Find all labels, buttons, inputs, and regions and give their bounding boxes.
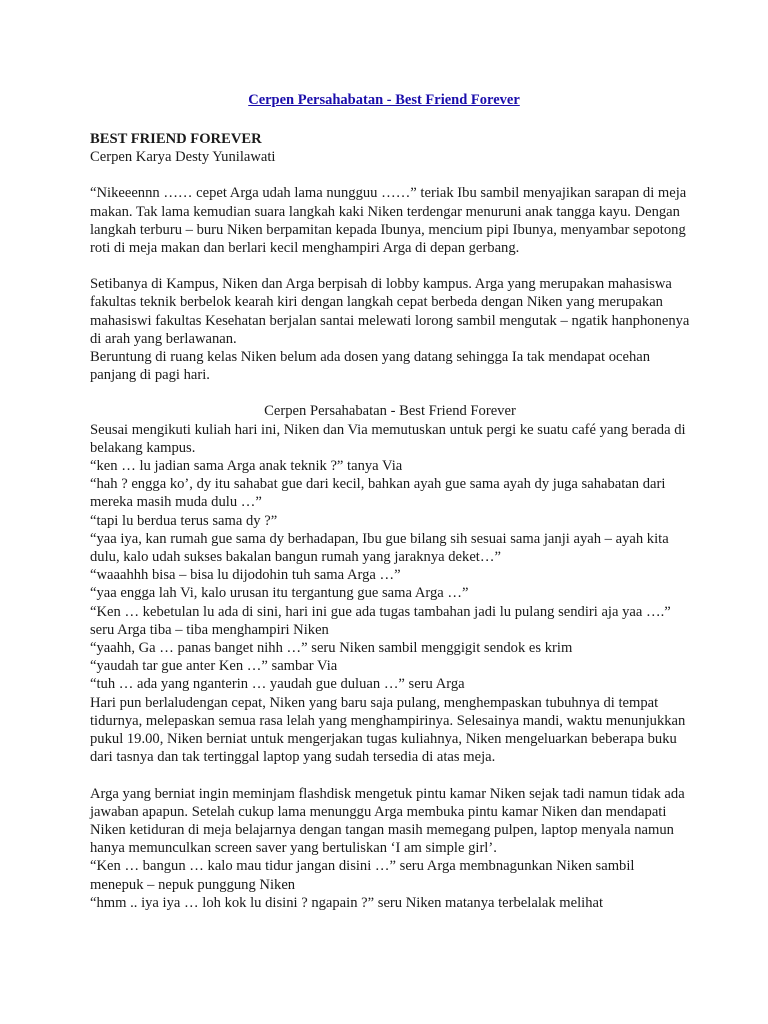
article-title-link[interactable]: Cerpen Persahabatan - Best Friend Forever [248,92,520,108]
dialogue-line: “hah ? engga ko’, dy itu sahabat gue dari kecil, bahkan ayah gue sama ayah dy juga sahabatan dari mereka masih muda dulu …” [90,476,666,511]
dialogue-line: “Ken … bangun … kalo mau tidur jangan disini …” seru Arga membnagunkan Niken sambil menepuk – nepuk punggung Niken [90,858,635,893]
dialogue-line: “tapi lu berdua terus sama dy ?” [90,512,278,529]
dialogue-line: “hmm .. iya iya … loh kok lu disini ? ngapain ?” seru Niken matanya terbelalak melihat [90,894,604,911]
paragraph: Beruntung di ruang kelas Niken belum ada dosen yang datang sehingga Ia tak mendapat ocehan panjang di pagi hari. [90,349,651,384]
dialogue-line: “yaa engga lah Vi, kalo urusan itu tergantung gue sama Arga …” [90,585,469,602]
paragraph: Hari pun berlaludengan cepat, Niken yang baru saja pulang, menghempaskan tubuhnya di tempat tidurnya, melepaskan semua rasa lelah yang menghampirinya. Selesainya mandi, waktu menunjukkan pukul 19.00, Niken berniat untuk mengerjakan tugas kuliahnya, Niken mengeluarkan beberapa buku dari tasnya dan tak tertinggal laptop yang sudah tersedia di atas meja. [90,694,686,766]
paragraph: Setibanya di Kampus, Niken dan Arga berpisah di lobby kampus. Arga yang merupakan mahasiswa fakultas teknik berbelok kearah kiri dengan langkah cepat berbeda dengan Niken yang merupakan mahasiswi fakultas Kesehatan berjalan santai melewati lorong sambil mengutak – ngatik hanphonenya di arah yang berlawanan. [90,276,690,347]
dialogue-line: “tuh … ada yang nganterin … yaudah gue duluan …” seru Arga [90,676,465,693]
dialogue-line: “Ken … kebetulan lu ada di sini, hari ini gue ada tugas tambahan jadi lu pulang sendiri aja yaa ….” seru Arga tiba – tiba menghampiri Niken [90,603,671,638]
section-heading: Cerpen Persahabatan - Best Friend Forever [264,403,516,420]
paragraph: “Nikeeennn …… cepet Arga udah lama nungguu ……” teriak Ibu sambil menyajikan sarapan di meja makan. Tak lama kemudian suara langkah kaki Niken terdengar menuruni anak tangga kayu. Dengan langkah terburu – buru Niken berpamitan kepada Ibunya, mencium pipi Ibunya, menyambar sepotong roti di meja makan dan berlari kecil menghampiri Arga di depan gerbang. [90,185,687,257]
story-title: BEST FRIEND FOREVER [90,131,262,147]
dialogue-line: “yaahh, Ga … panas banget nihh …” seru Niken sambil menggigit sendok es krim [90,640,573,657]
paragraph: Arga yang berniat ingin meminjam flashdisk mengetuk pintu kamar Niken sejak tadi namun tidak ada jawaban apapun. Setelah cukup lama menunggu Arga membuka pintu kamar Niken dan mendapati Niken ketiduran di meja belajarnya dengan tangan masih memegang pulpen, laptop menyala namun hanya memunculkan screen saver yang bertuliskan ‘I am simple girl’. [90,785,685,857]
story-body [90,130,690,912]
dialogue-line: “yaudah tar gue anter Ken …” sambar Via [90,658,338,675]
dialogue-line: “yaa iya, kan rumah gue sama dy berhadapan, Ibu gue bilang sih sesuai sama janji ayah – ayah kita dulu, kalo udah sukses bakalan bangun rumah yang jaraknya deket…” [90,530,669,566]
story-author: Cerpen Karya Desty Yunilawati [90,149,276,166]
dialogue-line: “ken … lu jadian sama Arga anak teknik ?” tanya Via [90,458,403,475]
paragraph: Seusai mengikuti kuliah hari ini, Niken dan Via memutuskan untuk pergi ke suatu café yang berada di belakang kampus. [90,421,686,456]
dialogue-line: “waaahhh bisa – bisa lu dijodohin tuh sama Arga …” [90,567,401,584]
